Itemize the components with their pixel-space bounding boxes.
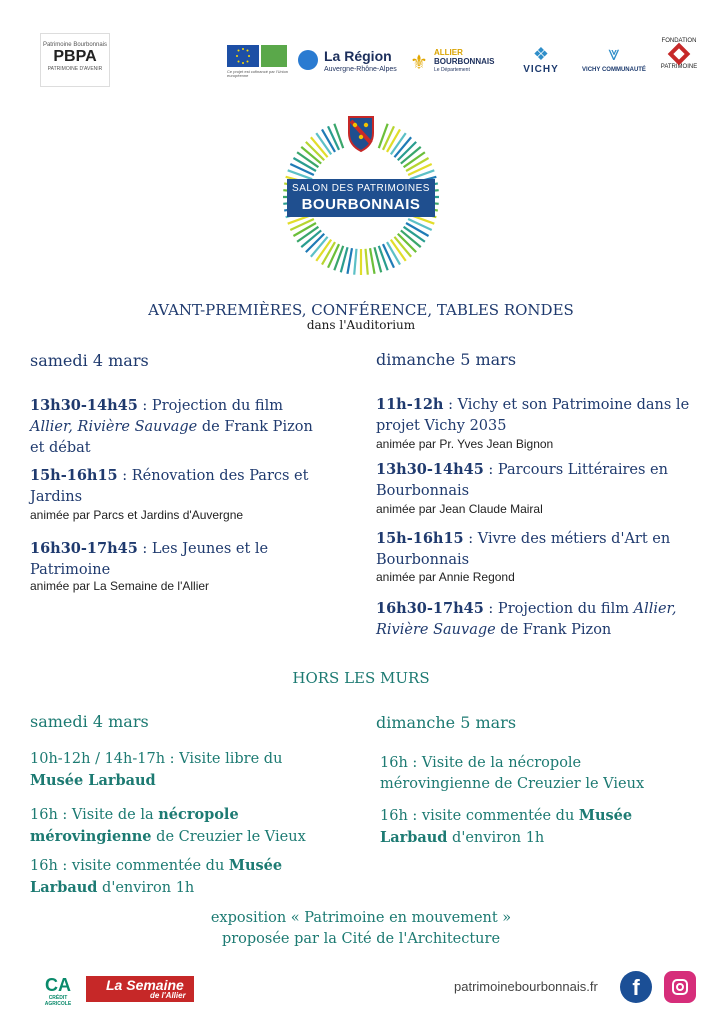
- s2-left-event-1: [30, 749, 330, 792]
- leader-icon: [261, 45, 287, 67]
- event-film-title-part2: Rivière Sauvage: [376, 622, 496, 638]
- fleur-de-lis-icon: ⚜: [410, 52, 428, 74]
- s1-right-event-1: [376, 394, 696, 437]
- allier-line2: BOURBONNAIS: [434, 57, 495, 66]
- pbpa-logo: [40, 33, 110, 87]
- s1-right-event-2-anim: animée par Jean Claude Mairal: [376, 502, 543, 516]
- vichy-communaute-logo: [578, 41, 650, 81]
- event-text: : Projection du film: [483, 601, 634, 617]
- event-text: : Parcours Littéraires en Bourbonnais: [376, 462, 668, 499]
- pbpa-line1: Patrimoine Bourbonnais: [42, 42, 108, 48]
- pbpa-mark: PBPA: [53, 48, 97, 65]
- emblem-line2: BOURBONNAIS: [301, 196, 421, 213]
- event-text: : Projection du film: [137, 398, 283, 414]
- section2-title: HORS LES MURS: [292, 669, 430, 687]
- section1-title: AVANT-PREMIÈRES, CONFÉRENCE, TABLES RONDES: [148, 301, 574, 319]
- vichy-communaute-icon: ⩔: [608, 43, 620, 65]
- event-place: Musée Larbaud: [30, 772, 156, 789]
- s1-right-event-3-anim: animée par Annie Regond: [376, 570, 515, 584]
- fondation-patrimoine-logo: [656, 38, 702, 84]
- credit-agricole-text: CRÉDIT AGRICOLE: [44, 995, 72, 1007]
- credit-agricole-logo: [36, 975, 80, 1009]
- s1-right-day: dimanche 5 mars: [376, 350, 517, 369]
- event-place: Larbaud: [30, 879, 98, 896]
- credit-agricole-icon: CA: [45, 975, 71, 995]
- event-text: 16h : visite commentée du: [380, 808, 579, 824]
- fondation-icon: [668, 43, 691, 66]
- event-place: Larbaud: [380, 829, 448, 846]
- allier-line3: Le Département: [434, 67, 470, 73]
- event-time: 13h30-14h45: [376, 461, 484, 478]
- semaine-subtitle: de l'Allier: [150, 991, 186, 1000]
- s2-left-event-2: [30, 804, 340, 848]
- event-text: 16h : Visite de la: [30, 807, 159, 823]
- event-text: de Creuzier le Vieux: [151, 829, 306, 845]
- region-logo: [298, 46, 400, 78]
- event-text: 16h : visite commentée du: [30, 858, 229, 874]
- s1-left-event-3-anim: animée par La Semaine de l'Allier: [30, 579, 210, 593]
- instagram-icon[interactable]: [664, 971, 696, 1003]
- s2-right-event-1: [380, 753, 700, 795]
- event-time: 13h30-14h45: [30, 397, 138, 414]
- fondation-line2: PATRIMOINE: [660, 64, 698, 70]
- emblem-line1: SALON DES PATRIMOINES: [292, 183, 430, 194]
- event-place: Musée: [228, 857, 283, 874]
- event-text: : Les Jeunes et le Patrimoine: [30, 541, 269, 578]
- vichy-communaute-text: VICHY COMMUNAUTÉ: [582, 67, 646, 73]
- facebook-icon[interactable]: f: [620, 971, 652, 1003]
- event-time: 16h30-17h45: [376, 600, 484, 617]
- event-time: 11h-12h: [376, 396, 444, 413]
- eu-leader-logo: [227, 45, 289, 81]
- vichy-icon: ❖: [532, 44, 550, 64]
- allier-logo: [410, 45, 504, 81]
- s1-right-event-2: [376, 459, 696, 502]
- region-subtitle: Auvergne-Rhône-Alpes: [324, 66, 397, 73]
- s1-left-event-2-anim: animée par Parcs et Jardins d'Auvergne: [30, 508, 244, 522]
- s1-right-event-1-anim: animée par Pr. Yves Jean Bignon: [376, 437, 554, 451]
- event-text: d'environ 1h: [447, 830, 545, 846]
- s1-left-event-1: [30, 395, 330, 459]
- event-text: : Vichy et son Patrimoine dans le projet Vichy 2035: [376, 397, 690, 434]
- s1-left-day: samedi 4 mars: [30, 351, 149, 370]
- s1-right-event-4: [376, 598, 706, 641]
- event-text: : Vivre des métiers d'Art en Bourbonnais: [376, 531, 671, 568]
- section1-subtitle: dans l'Auditorium: [306, 318, 416, 332]
- region-icon: [298, 50, 318, 70]
- s2-right-day: dimanche 5 mars: [376, 713, 517, 732]
- event-text: : Rénovation des Parcs et Jardins: [30, 468, 309, 505]
- event-text: 10h-12h / 14h-17h : Visite libre du: [30, 751, 283, 767]
- s1-left-event-2: [30, 465, 330, 508]
- allier-line1: ALLIER: [434, 48, 463, 57]
- event-film-title-part1: Allier,: [633, 601, 677, 617]
- event-text: d'environ 1h: [97, 880, 195, 896]
- la-semaine-logo: [86, 976, 194, 1002]
- event-text: de Frank Pizon: [495, 622, 612, 638]
- fondation-line1: FONDATION: [661, 38, 697, 44]
- event-time: 15h-16h15: [30, 467, 118, 484]
- salon-emblem: [279, 115, 443, 279]
- eu-flag-icon: [227, 45, 259, 67]
- event-time: 16h30-17h45: [30, 540, 138, 557]
- instagram-lens: [676, 983, 684, 991]
- event-film-title: Allier, Rivière Sauvage: [30, 419, 198, 435]
- event-text: mérovingienne de Creuzier le Vieux: [380, 776, 645, 792]
- event-time: 15h-16h15: [376, 530, 464, 547]
- s1-right-event-3: [376, 528, 696, 571]
- s1-left-event-3: [30, 538, 330, 581]
- s2-left-event-3: [30, 855, 340, 899]
- vichy-logo: [515, 44, 567, 82]
- s2-left-day: samedi 4 mars: [30, 712, 149, 731]
- event-place: Musée: [578, 807, 633, 824]
- event-place: nécropole: [158, 806, 239, 823]
- event-text: 16h : Visite de la nécropole: [380, 755, 582, 771]
- eu-text: Ce projet est cofinancé par l'Union européenne: [227, 69, 289, 79]
- event-text: de Frank Pizon et débat: [30, 419, 313, 456]
- pbpa-line2: PATRIMOINE D'AVENIR: [47, 66, 103, 72]
- semaine-title: La Semaine: [106, 977, 184, 993]
- exposition-note: [0, 908, 722, 950]
- vichy-text: VICHY: [523, 64, 559, 75]
- expo-line2: proposée par la Cité de l'Architecture: [221, 931, 501, 947]
- expo-line1: exposition « Patrimoine en mouvement »: [210, 910, 512, 926]
- website-link[interactable]: patrimoinebourbonnais.fr: [454, 979, 598, 994]
- event-place: mérovingienne: [30, 828, 152, 845]
- s2-right-event-2: [380, 805, 700, 849]
- region-title: La Région: [324, 48, 392, 64]
